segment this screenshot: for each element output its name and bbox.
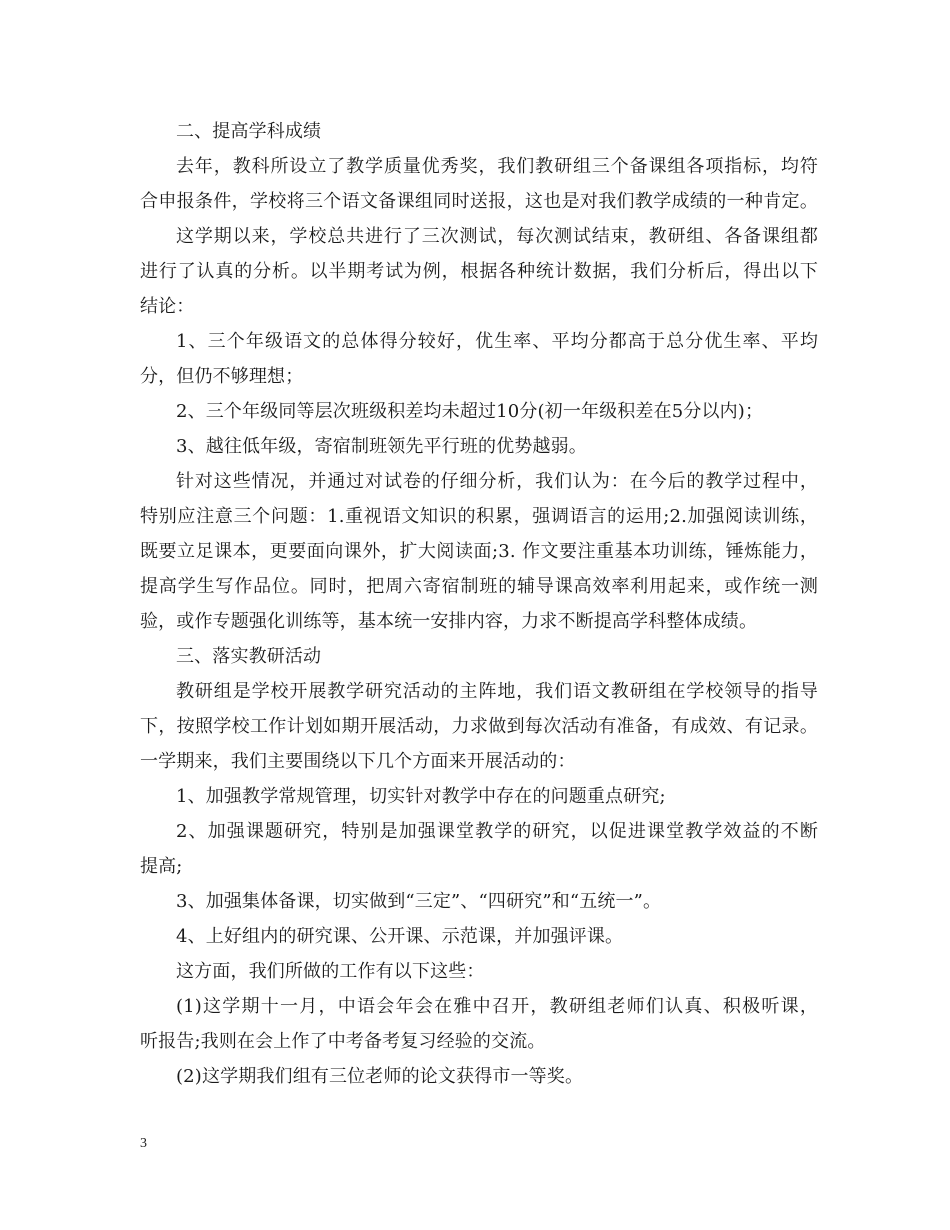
list-item: 3、越往低年级，寄宿制班领先平行班的优势越弱。	[176, 436, 587, 457]
paragraph-line: 合申报条件，学校将三个语文备课组同时送报，这也是对我们教学成绩的一种肯定。	[140, 191, 818, 212]
paragraph-line: 一学期来，我们主要围绕以下几个方面来开展活动的：	[140, 751, 576, 772]
page-number: 3	[140, 1136, 147, 1151]
paragraph-line: 教研组是学校开展教学研究活动的主阵地，我们语文教研组在学校领导的指导	[176, 681, 818, 702]
list-item: (1)这学期十一月，中语会年会在雅中召开，教研组老师们认真、积极听课，	[176, 996, 818, 1017]
paragraph-line: 这学期以来，学校总共进行了三次测试，每次测试结束，教研组、各备课组都	[176, 226, 818, 247]
section-heading: 三、落实教研活动	[176, 646, 322, 667]
paragraph-line: 针对这些情况，并通过对试卷的仔细分析，我们认为：在今后的教学过程中，	[176, 471, 818, 492]
paragraph-line: 下，按照学校工作计划如期开展活动，力求做到每次活动有准备，有成效、有记录。	[140, 716, 818, 737]
paragraph-line: 听报告;我则在会上作了中考备考复习经验的交流。	[140, 1031, 546, 1052]
list-item: 2、三个年级同等层次班级积差均未超过10分(初一年级积差在5分以内)；	[176, 401, 764, 422]
paragraph-line: 提高学生写作品位。同时，把周六寄宿制班的辅导课高效率利用起来，或作统一测	[140, 576, 818, 597]
paragraph-line: 进行了认真的分析。以半期考试为例，根据各种统计数据，我们分析后，得出以下	[140, 261, 818, 282]
list-item: (2)这学期我们组有三位老师的论文获得市一等奖。	[176, 1066, 584, 1087]
paragraph-line: 分，但仍不够理想；	[140, 366, 304, 387]
paragraph-line: 既要立足课本，更要面向课外，扩大阅读面;3. 作文要注重基本功训练，锤炼能力，	[140, 541, 818, 562]
document-body	[140, 114, 818, 1094]
list-item: 2、加强课题研究，特别是加强课堂教学的研究，以促进课堂教学效益的不断	[176, 821, 818, 842]
list-item: 3、加强集体备课，切实做到“三定”、“四研究”和“五统一”。	[176, 891, 662, 912]
paragraph-line: 验，或作专题强化训练等，基本统一安排内容，力求不断提高学科整体成绩。	[140, 611, 758, 632]
list-item: 4、上好组内的研究课、公开课、示范课，并加强评课。	[176, 926, 624, 947]
paragraph-line: 去年，教科所设立了教学质量优秀奖，我们教研组三个备课组各项指标，均符	[176, 156, 818, 177]
paragraph-line: 结论：	[140, 296, 195, 317]
list-item: 1、加强教学常规管理，切实针对教学中存在的问题重点研究;	[176, 786, 666, 807]
paragraph-line: 提高;	[140, 856, 183, 877]
paragraph-line: 特别应注意三个问题：1.重视语文知识的积累，强调语言的运用;2.加强阅读训练，	[140, 506, 818, 527]
section-heading: 二、提高学科成绩	[176, 121, 322, 142]
list-item: 1、三个年级语文的总体得分较好，优生率、平均分都高于总分优生率、平均	[176, 331, 818, 352]
paragraph-line: 这方面，我们所做的工作有以下这些：	[176, 961, 485, 982]
